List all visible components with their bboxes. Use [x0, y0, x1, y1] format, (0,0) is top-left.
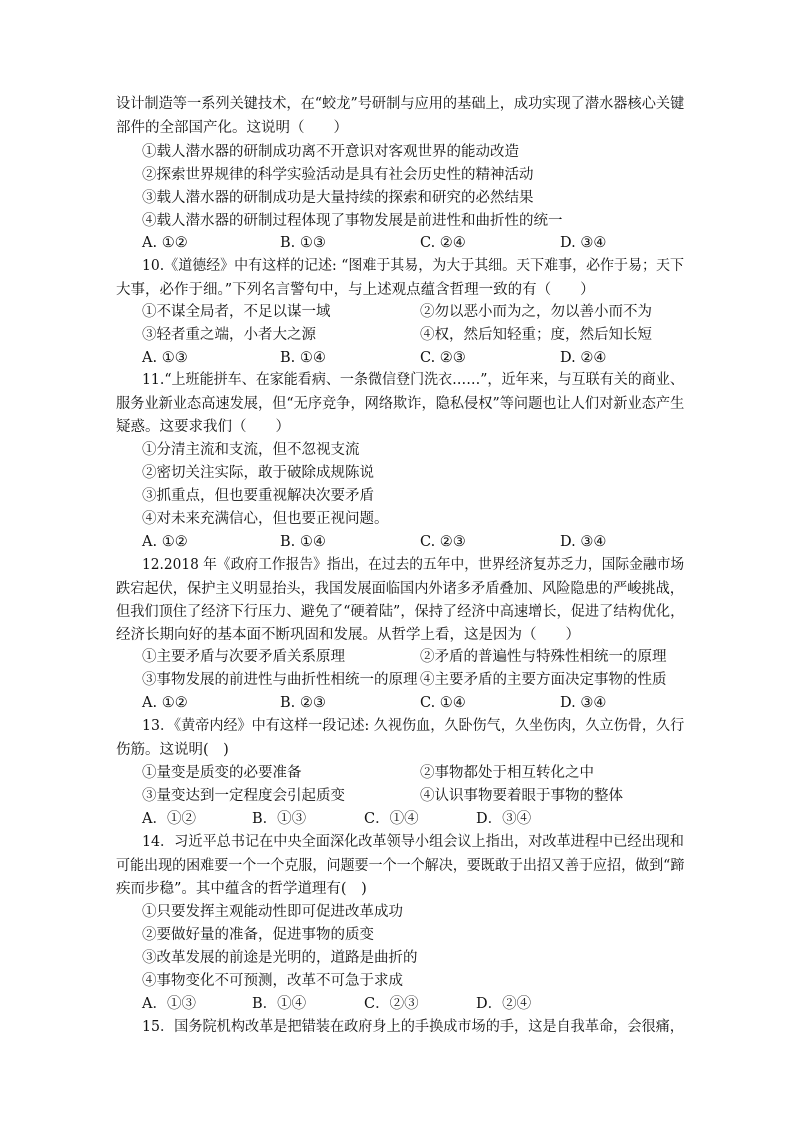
q9-option-c[interactable]: C. ②④: [420, 235, 466, 251]
q9-stem-line-2: 部件的全部国产化。这说明（ ）: [116, 120, 348, 136]
q12-statement-3: ③事物发展的前进性与曲折性相统一的原理: [142, 672, 418, 688]
q10-option-a[interactable]: A. ①③: [142, 350, 188, 366]
q11-statement-4: ④对未来充满信心，但也要正视问题。: [142, 511, 389, 527]
q10-statement-2: ②勿以恶小而为之，勿以善小而不为: [420, 304, 652, 320]
q13-option-b[interactable]: B．①③: [252, 811, 307, 827]
q11-option-b[interactable]: B. ①④: [280, 534, 326, 550]
q12-statement-2: ②矛盾的普遍性与特殊性相统一的原理: [420, 649, 667, 665]
q9-option-a[interactable]: A. ①②: [142, 235, 188, 251]
q13-option-d[interactable]: D．③④: [476, 811, 532, 827]
q11-option-a[interactable]: A. ①②: [142, 534, 188, 550]
q10-stem-line-2: 大事，必作于细。”下列名言警句中，与上述观点蕴含哲理一致的有（ ）: [116, 282, 595, 298]
q12-stem-line-4: 经济长期向好的基本面不断巩固和发展。从哲学上看，这是因为（ ）: [116, 627, 580, 643]
q14-statement-1: ①只要发挥主观能动性即可促进改革成功: [142, 904, 403, 920]
q14-option-a[interactable]: A．①③: [142, 996, 196, 1012]
q12-option-c[interactable]: C. ①④: [420, 695, 466, 711]
q11-stem-line-3: 疑惑。这要求我们（ ）: [116, 419, 290, 435]
q14-option-c[interactable]: C．②③: [364, 996, 419, 1012]
q12-statement-1: ①主要矛盾与次要矛盾关系原理: [142, 649, 345, 665]
q14-option-b[interactable]: B．①④: [252, 996, 307, 1012]
q11-statement-1: ①分清主流和支流，但不忽视支流: [142, 442, 360, 458]
q11-stem-line-2: 服务业新业态高速发展，但“无序竞争，网络欺诈，隐私侵权”等问题也让人们对新业态产生: [116, 396, 685, 412]
q12-stem-line-1: 12.2018 年《政府工作报告》指出，在过去的五年中，世界经济复苏乏力，国际金融市场: [142, 557, 685, 573]
q14-statement-4: ④事物变化不可预测，改革不可急于求成: [142, 973, 403, 989]
q10-option-b[interactable]: B. ①④: [280, 350, 326, 366]
q12-stem-line-2: 跌宕起伏，保护主义明显抬头，我国发展面临国内外诸多矛盾叠加、风险隐患的严峻挑战，: [116, 581, 684, 597]
q13-statement-3: ③量变达到一定程度会引起质变: [142, 788, 345, 804]
q13-option-c[interactable]: C．①④: [364, 811, 419, 827]
q14-stem-line-3: 疾而步稳”。其中蕴含的哲学道理有( ): [116, 881, 367, 897]
q9-statement-3: ③载人潜水器的研制成功是大量持续的探索和研究的必然结果: [142, 190, 534, 206]
q14-stem-line-1: 14．习近平总书记在中央全面深化改革领导小组会议上指出，对改革进程中已经出现和: [142, 834, 684, 850]
q12-option-d[interactable]: D. ③④: [560, 695, 607, 711]
q12-stem-line-3: 但我们顶住了经济下行压力、避免了“硬着陆”，保持了经济中高速增长，促进了结构优化，: [116, 604, 685, 620]
q11-option-d[interactable]: D. ③④: [560, 534, 607, 550]
q13-statement-1: ①量变是质变的必要准备: [142, 765, 302, 781]
q9-statement-1: ①载人潜水器的研制成功离不开意识对客观世界的能动改造: [142, 144, 519, 160]
q10-statement-1: ①不谋全局者，不足以谋一域: [142, 304, 331, 320]
q12-option-a[interactable]: A. ①②: [142, 695, 188, 711]
q9-option-b[interactable]: B. ①③: [280, 235, 326, 251]
q9-stem-line-1: 设计制造等一系列关键技术，在“蛟龙”号研制与应用的基础上，成功实现了潜水器核心关键: [116, 96, 685, 112]
q10-statement-3: ③轻者重之端，小者大之源: [142, 327, 316, 343]
q10-option-d[interactable]: D. ②④: [560, 350, 607, 366]
q13-stem-line-1: 13．《黄帝内经》中有这样一段记述: 久视伤血，久卧伤气，久坐伤肉，久立伤骨，久行: [142, 718, 685, 734]
q9-statement-4: ④载人潜水器的研制过程体现了事物发展是前进性和曲折性的统一: [142, 213, 563, 229]
q11-stem-line-1: 11.“上班能拼车、在家能看病、一条微信登门洗衣……”，近年来，与互联有关的商业、: [142, 372, 684, 388]
q10-stem-line-1: 10.《道德经》中有这样的记述: “图难于其易，为大于其细。天下难事，必作于易；天下: [142, 258, 684, 274]
q13-option-a[interactable]: A．①②: [142, 811, 196, 827]
q12-option-b[interactable]: B. ②③: [280, 695, 326, 711]
q14-stem-line-2: 可能出现的困难要一个一个克服，问题要一个一个解决，要既敢于出招又善于应招，做到“蹄: [116, 858, 685, 874]
q14-statement-2: ②要做好量的准备，促进事物的质变: [142, 927, 374, 943]
q13-statement-4: ④认识事物要着眼于事物的整体: [420, 788, 623, 804]
q14-option-d[interactable]: D．②④: [476, 996, 532, 1012]
q11-statement-3: ③抓重点，但也要重视解决次要矛盾: [142, 488, 374, 504]
q11-option-c[interactable]: C. ②③: [420, 534, 466, 550]
q10-statement-4: ④权，然后知轻重；度，然后知长短: [420, 327, 652, 343]
q10-option-c[interactable]: C. ②③: [420, 350, 466, 366]
q11-statement-2: ②密切关注实际，敢于破除成规陈说: [142, 465, 374, 481]
q13-statement-2: ②事物都处于相互转化之中: [420, 765, 594, 781]
q9-option-d[interactable]: D. ③④: [560, 235, 607, 251]
q15-stem-line-1: 15．国务院机构改革是把错装在政府身上的手换成市场的手，这是自我革命，会很痛，: [142, 1019, 684, 1035]
q12-statement-4: ④主要矛盾的主要方面决定事物的性质: [420, 672, 667, 688]
q13-stem-line-2: 伤筋。这说明( ): [116, 742, 229, 758]
q14-statement-3: ③改革发展的前途是光明的，道路是曲折的: [142, 950, 418, 966]
q9-statement-2: ②探索世界规律的科学实验活动是具有社会历史性的精神活动: [142, 167, 534, 183]
